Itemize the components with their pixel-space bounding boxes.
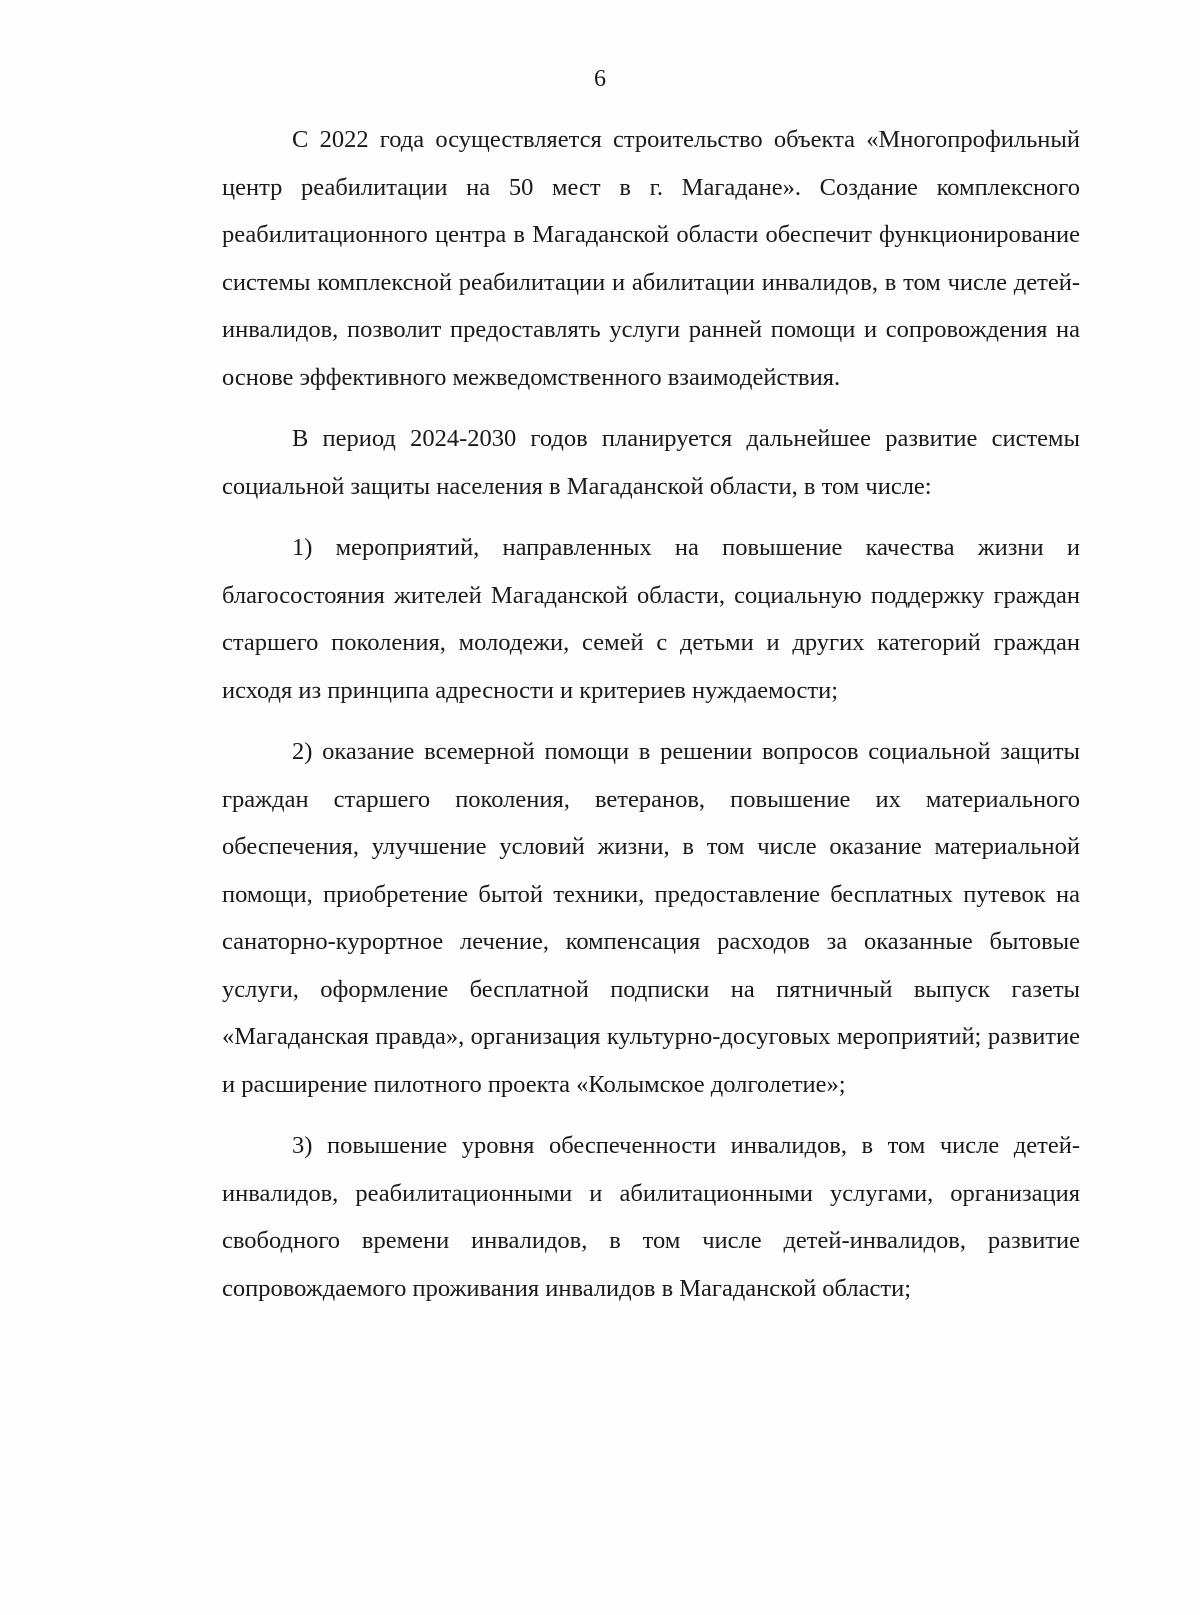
list-item-2: 2) оказание всемерной помощи в решении вопросов социальной защиты граждан старшего поколения, ветеранов, повышение их материального обеспечения, улучшение условий жизни, в том числе оказание материальной помощи, приобретение бытой техники, предоставление бесплатных путевок на санаторно-курортное лечение, компенсация расходов за оказанные бытовые услуги, оформление бесплатной подписки на пятничный выпуск газеты «Магаданская правда», организация культурно-досуговых мероприятий; развитие и расширение пилотного проекта «Колымское долголетие»; xyxy=(222,738,1080,1098)
list-item-1: 1) мероприятий, направленных на повышение качества жизни и благосостояния жителей Магаданской области, социальную поддержку граждан старшего поколения, молодежи, семей с детьми и других категорий граждан исходя из принципа адресности и критериев нуждаемости; xyxy=(222,534,1080,704)
list-item-3: 3) повышение уровня обеспеченности инвалидов, в том числе детей-инвалидов, реабилитационными и абилитационными услугами, организация свободного времени инвалидов, в том числе детей-инвалидов, развитие сопровождаемого проживания инвалидов в Магаданской области; xyxy=(222,1132,1080,1302)
paragraph-development-plan: В период 2024-2030 годов планируется дальнейшее развитие системы социальной защиты населения в Магаданской области, в том числе: xyxy=(222,425,1080,500)
document-body xyxy=(222,116,1080,1312)
paragraph-rehab-center: С 2022 года осуществляется строительство объекта «Многопрофильный центр реабилитации на 50 мест в г. Магадане». Создание комплексного реабилитационного центра в Магаданской области обеспечит функционирование системы комплексной реабилитации и абилитации инвалидов, в том числе детей-инвалидов, позволит предоставлять услуги ранней помощи и сопровождения на основе эффективного межведомственного взаимодействия. xyxy=(222,126,1080,391)
page-number: 6 xyxy=(594,66,606,92)
